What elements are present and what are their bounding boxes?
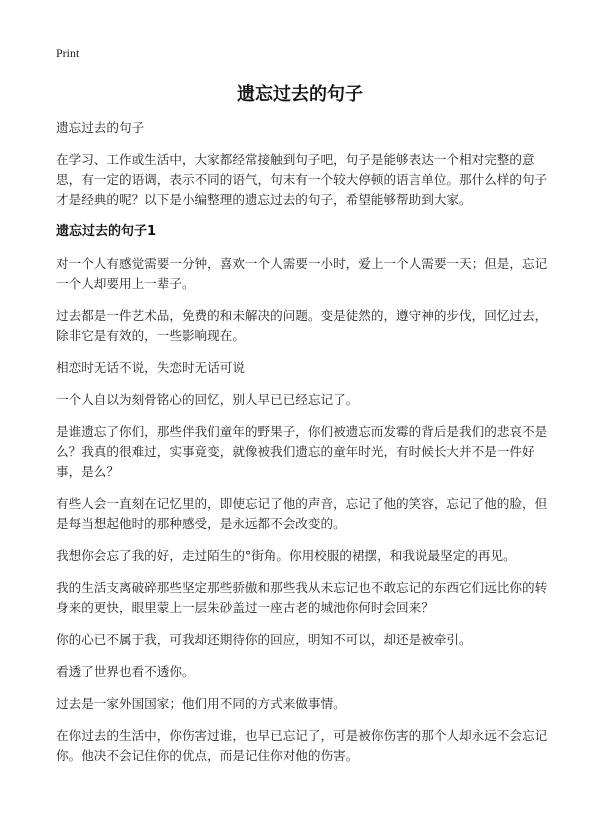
paragraph: 是谁遗忘了你们，那些伴我们童年的野果子，你们被遗忘而发霉的背后是我们的悲哀不是么？我真的很难过，实事竟变，就像被我们遗忘的童年时光，有时候长大并不是一件好事，是么？ [56, 424, 548, 479]
paragraph: 在你过去的生活中，你伤害过谁，也早已忘记了，可是被你伤害的那个人却永远不会忘记你。他决不会记住你的优点，而是记住你对他的伤害。 [56, 728, 548, 763]
paragraph: 你的心已不属于我，可我却还期待你的回应，明知不可以，却还是被牵引。 [56, 632, 472, 647]
paragraph: 我想你会忘了我的好，走过陌生的°街角。你用校服的裙摆，和我说最坚定的再见。 [56, 548, 516, 563]
paragraph: 我的生活支离破碎那些坚定那些骄傲和那些我从未忘记也不敢忘记的东西它们远比你的转身来的更快，眼里蒙上一层朱砂盖过一座古老的城池你何时会回来？ [56, 580, 548, 615]
paragraph: 过去都是一件艺术品，免费的和未解决的问题。变是徒然的，遵守神的步伐，回忆过去，除非它是有效的，一些影响现在。 [56, 308, 548, 343]
paragraph: 相恋时无话不说，失恋时无话可说 [56, 360, 245, 375]
article-body [56, 118, 552, 778]
intro-paragraph: 在学习、工作或生活中，大家都经常接触到句子吧，句子是能够表达一个相对完整的意思，有一定的语调，表示不同的语气，句末有一个较大停顿的语言单位。那什么样的句子才是经典的呢？以下是小编整理的遗忘过去的句子，希望能够帮助到大家。 [56, 152, 548, 207]
print-link[interactable]: Print [56, 46, 80, 60]
paragraph: 对一个人有感觉需要一分钟，喜欢一个人需要一小时，爱上一个人需要一天；但是，忘记一个人却要用上一辈子。 [56, 256, 548, 291]
paragraph: 过去是一家外国国家；他们用不同的方式来做事情。 [56, 696, 346, 711]
page-title: 遗忘过去的句子 [237, 84, 363, 105]
subtitle: 遗忘过去的句子 [56, 120, 145, 135]
paragraph: 看透了世界也看不透你。 [56, 664, 195, 679]
paragraph: 一个人自以为刻骨铭心的回忆，别人早已已经忘记了。 [56, 392, 359, 407]
paragraph: 有些人会一直刻在记忆里的，即使忘记了他的声音，忘记了他的笑容，忘记了他的脸，但是每当想起他时的那种感受，是永远都不会改变的。 [56, 496, 548, 531]
section-heading: 遗忘过去的句子1 [56, 224, 157, 239]
